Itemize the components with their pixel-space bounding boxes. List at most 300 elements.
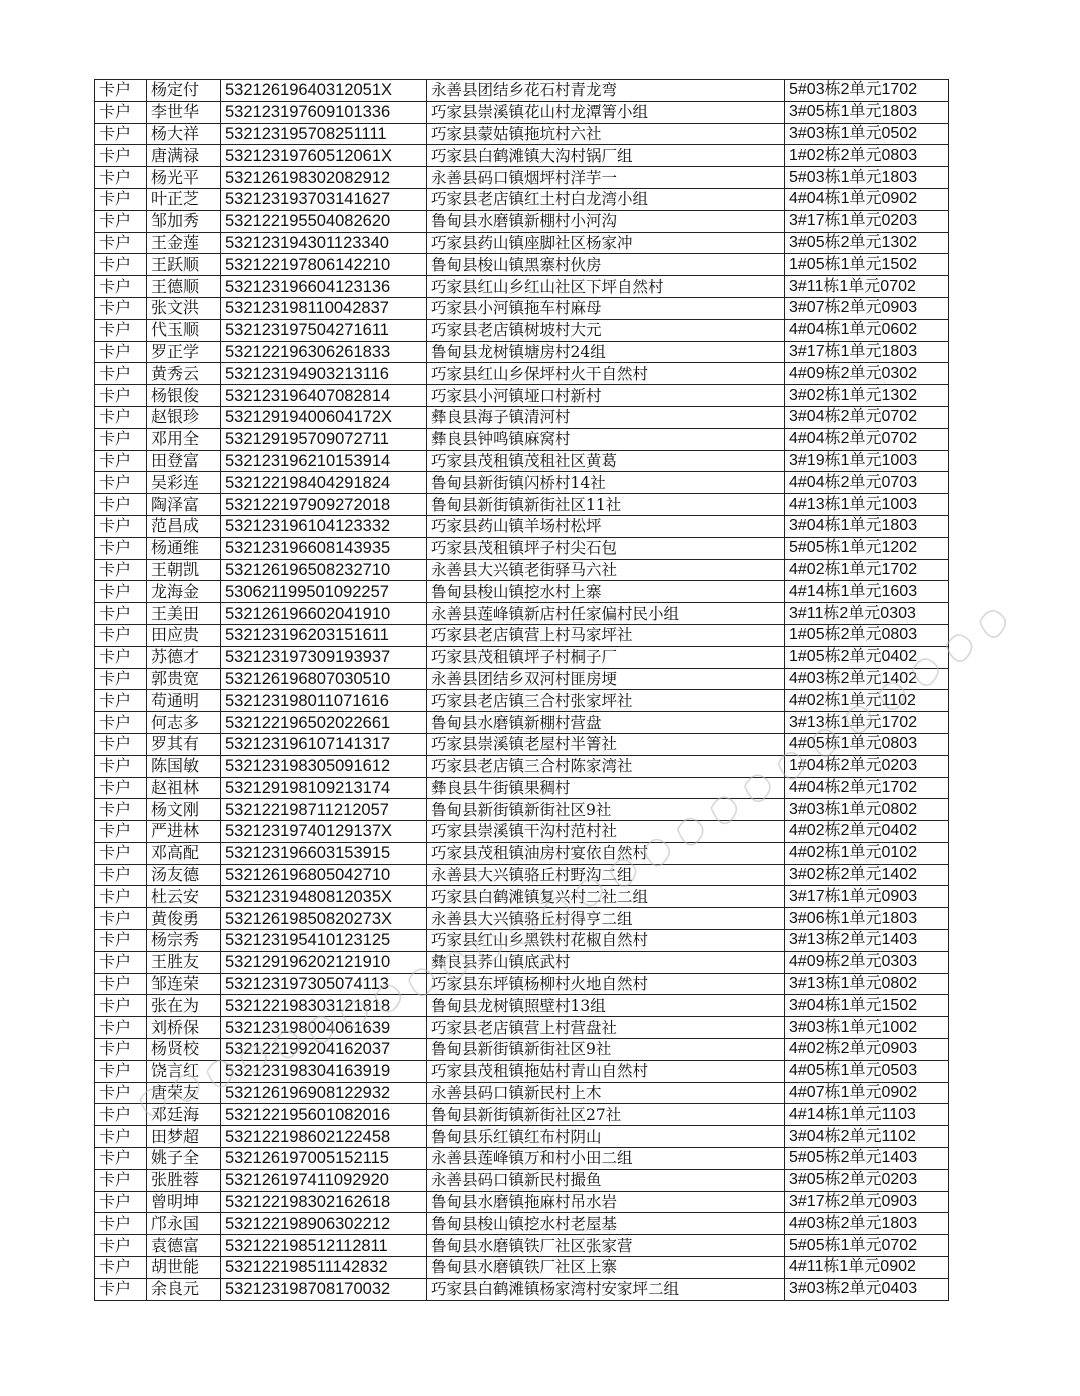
household-type-cell: 卡户 [95,646,147,668]
name-cell: 邹加秀 [147,210,221,232]
room-assignment-cell: 3#02栋1单元1302 [785,385,949,407]
table-row [95,406,949,428]
id-number-cell: 532123194301123340 [221,232,427,254]
household-type-cell: 卡户 [95,951,147,973]
name-cell: 苏德才 [147,646,221,668]
room-assignment-cell: 3#05栋1单元1803 [785,101,949,123]
table-row [95,385,949,407]
id-number-cell: 532122198711212057 [221,799,427,821]
room-assignment-cell: 3#04栋1单元1803 [785,515,949,537]
name-cell: 杨银俊 [147,385,221,407]
household-type-cell: 卡户 [95,428,147,450]
address-cell: 永善县码口镇新民村上木 [427,1082,785,1104]
id-number-cell: 532126198302082912 [221,167,427,189]
id-number-cell: 532129195709072711 [221,428,427,450]
household-table-body [95,80,949,1301]
household-type-cell: 卡户 [95,1148,147,1170]
name-cell: 姚子全 [147,1148,221,1170]
name-cell: 赵银珍 [147,406,221,428]
name-cell: 黄俊勇 [147,908,221,930]
table-row [95,973,949,995]
household-type-cell: 卡户 [95,755,147,777]
id-number-cell: 532122197806142210 [221,254,427,276]
household-type-cell: 卡户 [95,842,147,864]
name-cell: 陶泽富 [147,494,221,516]
household-type-cell: 卡户 [95,668,147,690]
id-number-cell: 532122195504082620 [221,210,427,232]
id-number-cell: 532122198512112811 [221,1235,427,1257]
name-cell: 杨通维 [147,537,221,559]
room-assignment-cell: 3#03栋1单元0802 [785,799,949,821]
watermark-stroke [980,611,1005,637]
id-number-cell: 532123196203151611 [221,624,427,646]
household-type-cell: 卡户 [95,930,147,952]
id-number-cell: 530621199501092257 [221,581,427,603]
address-cell: 巧家县红山乡红山社区下坪自然村 [427,276,785,298]
address-cell: 巧家县茂租镇坪子村桐子厂 [427,646,785,668]
id-number-cell: 532123198708170032 [221,1278,427,1300]
address-cell: 巧家县白鹤滩镇复兴村二社二组 [427,886,785,908]
table-row [95,799,949,821]
room-assignment-cell: 3#06栋1单元1803 [785,908,949,930]
name-cell: 王美田 [147,603,221,625]
room-assignment-cell: 4#13栋1单元1003 [785,494,949,516]
table-row [95,537,949,559]
id-number-cell: 532126196908122932 [221,1082,427,1104]
table-row [95,908,949,930]
table-row [95,1213,949,1235]
address-cell: 永善县莲峰镇新店村任家偏村民小组 [427,603,785,625]
table-row [95,777,949,799]
table-row [95,232,949,254]
household-type-cell: 卡户 [95,406,147,428]
table-row [95,1017,949,1039]
table-row [95,624,949,646]
address-cell: 巧家县茂租镇坪子村尖石包 [427,537,785,559]
room-assignment-cell: 4#04栋1单元0602 [785,319,949,341]
room-assignment-cell: 3#03栋1单元1002 [785,1017,949,1039]
room-assignment-cell: 3#02栋2单元1402 [785,864,949,886]
room-assignment-cell: 3#17栋1单元1803 [785,341,949,363]
address-cell: 鲁甸县梭山镇挖水村上寨 [427,581,785,603]
household-type-cell: 卡户 [95,690,147,712]
room-assignment-cell: 4#04栋2单元1702 [785,777,949,799]
id-number-cell: 532126196807030510 [221,668,427,690]
id-number-cell: 532123198011071616 [221,690,427,712]
table-row [95,167,949,189]
household-type-cell: 卡户 [95,1039,147,1061]
id-number-cell: 532129198109213174 [221,777,427,799]
id-number-cell: 532126196508232710 [221,559,427,581]
id-number-cell: 532123198304163919 [221,1060,427,1082]
name-cell: 张胜蓉 [147,1169,221,1191]
id-number-cell: 532123195410123125 [221,930,427,952]
address-cell: 永善县大兴镇骆丘村得亨二组 [427,908,785,930]
id-number-cell: 53212319480812035X [221,886,427,908]
address-cell: 巧家县老店镇树坡村大元 [427,319,785,341]
room-assignment-cell: 3#03栋2单元0403 [785,1278,949,1300]
name-cell: 严进林 [147,821,221,843]
address-cell: 永善县莲峰镇万和村小田二组 [427,1148,785,1170]
household-type-cell: 卡户 [95,1257,147,1279]
household-type-cell: 卡户 [95,1213,147,1235]
household-type-cell: 卡户 [95,1060,147,1082]
address-cell: 巧家县红山乡保坪村火干自然村 [427,363,785,385]
table-row [95,188,949,210]
table-row [95,1082,949,1104]
household-type-cell: 卡户 [95,319,147,341]
address-cell: 巧家县崇溪镇老屋村半箐社 [427,733,785,755]
name-cell: 杨定付 [147,80,221,102]
household-type-cell: 卡户 [95,1278,147,1300]
table-row [95,712,949,734]
name-cell: 张在为 [147,995,221,1017]
household-type-cell: 卡户 [95,363,147,385]
household-type-cell: 卡户 [95,1017,147,1039]
address-cell: 鲁甸县水磨镇拖麻村吊水岩 [427,1191,785,1213]
name-cell: 王金莲 [147,232,221,254]
id-number-cell: 532122197909272018 [221,494,427,516]
household-type-cell: 卡户 [95,1082,147,1104]
id-number-cell: 532122198302162618 [221,1191,427,1213]
name-cell: 王朝凯 [147,559,221,581]
household-type-cell: 卡户 [95,450,147,472]
name-cell: 苟通明 [147,690,221,712]
household-type-cell: 卡户 [95,559,147,581]
table-row [95,1104,949,1126]
address-cell: 鲁甸县水磨镇新棚村小河沟 [427,210,785,232]
household-type-cell: 卡户 [95,188,147,210]
household-type-cell: 卡户 [95,733,147,755]
room-assignment-cell: 1#02栋2单元0803 [785,145,949,167]
name-cell: 龙海金 [147,581,221,603]
address-cell: 鲁甸县新街镇新街社区9社 [427,1039,785,1061]
name-cell: 杨宗秀 [147,930,221,952]
room-assignment-cell: 3#11栋1单元0702 [785,276,949,298]
household-type-cell: 卡户 [95,123,147,145]
id-number-cell: 53212919400604172X [221,406,427,428]
address-cell: 彝良县海子镇清河村 [427,406,785,428]
name-cell: 刘桥保 [147,1017,221,1039]
name-cell: 代玉顺 [147,319,221,341]
table-row [95,864,949,886]
id-number-cell: 532123198110042837 [221,297,427,319]
room-assignment-cell: 3#04栋2单元0702 [785,406,949,428]
room-assignment-cell: 3#19栋1单元1003 [785,450,949,472]
address-cell: 巧家县白鹤滩镇大沟村锅厂组 [427,145,785,167]
address-cell: 鲁甸县新街镇闪桥村14社 [427,472,785,494]
household-type-cell: 卡户 [95,494,147,516]
room-assignment-cell: 3#05栋2单元0203 [785,1169,949,1191]
room-assignment-cell: 3#11栋2单元0303 [785,603,949,625]
address-cell: 巧家县药山镇座脚社区杨家冲 [427,232,785,254]
table-row [95,210,949,232]
room-assignment-cell: 4#02栋2单元0402 [785,821,949,843]
table-row [95,123,949,145]
room-assignment-cell: 1#05栋2单元0803 [785,624,949,646]
room-assignment-cell: 3#17栋1单元0203 [785,210,949,232]
room-assignment-cell: 4#02栋1单元0102 [785,842,949,864]
table-row [95,1126,949,1148]
table-row [95,254,949,276]
id-number-cell: 532123195708251111 [221,123,427,145]
id-number-cell: 532122198303121818 [221,995,427,1017]
id-number-cell: 532122196502022661 [221,712,427,734]
household-table [94,79,949,1301]
name-cell: 曾明坤 [147,1191,221,1213]
table-row [95,428,949,450]
address-cell: 巧家县小河镇拖车村麻母 [427,297,785,319]
name-cell: 赵祖林 [147,777,221,799]
household-type-cell: 卡户 [95,1235,147,1257]
room-assignment-cell: 5#05栋2单元1403 [785,1148,949,1170]
room-assignment-cell: 5#05栋1单元1202 [785,537,949,559]
table-row [95,101,949,123]
household-type-cell: 卡户 [95,341,147,363]
room-assignment-cell: 4#11栋1单元0902 [785,1257,949,1279]
id-number-cell: 532123198004061639 [221,1017,427,1039]
household-type-cell: 卡户 [95,254,147,276]
room-assignment-cell: 3#13栋1单元1702 [785,712,949,734]
name-cell: 田应贵 [147,624,221,646]
address-cell: 永善县团结乡花石村青龙弯 [427,80,785,102]
table-row [95,1257,949,1279]
address-cell: 鲁甸县水磨镇新棚村营盘 [427,712,785,734]
id-number-cell: 532126197005152115 [221,1148,427,1170]
address-cell: 彝良县荞山镇底武村 [427,951,785,973]
household-type-cell: 卡户 [95,886,147,908]
id-number-cell: 53212619850820273X [221,908,427,930]
name-cell: 王跃顺 [147,254,221,276]
room-assignment-cell: 4#03栋2单元1803 [785,1213,949,1235]
household-type-cell: 卡户 [95,1191,147,1213]
name-cell: 杜云安 [147,886,221,908]
id-number-cell: 532123196603153915 [221,842,427,864]
address-cell: 巧家县老店镇三合村陈家湾社 [427,755,785,777]
room-assignment-cell: 4#03栋2单元1402 [785,668,949,690]
name-cell: 邓用全 [147,428,221,450]
household-type-cell: 卡户 [95,276,147,298]
table-row [95,581,949,603]
name-cell: 王胜友 [147,951,221,973]
name-cell: 田梦超 [147,1126,221,1148]
table-row [95,1235,949,1257]
id-number-cell: 532123197309193937 [221,646,427,668]
address-cell: 鲁甸县新街镇新街社区11社 [427,494,785,516]
id-number-cell: 532122198906302212 [221,1213,427,1235]
id-number-cell: 532122198511142832 [221,1257,427,1279]
address-cell: 巧家县崇溪镇花山村龙潭箐小组 [427,101,785,123]
address-cell: 巧家县药山镇羊场村松坪 [427,515,785,537]
data-sheet [94,79,949,1301]
address-cell: 巧家县茂租镇茂租社区黄葛 [427,450,785,472]
room-assignment-cell: 1#05栋2单元0402 [785,646,949,668]
name-cell: 唐荣友 [147,1082,221,1104]
id-number-cell: 532129196202121910 [221,951,427,973]
id-number-cell: 532123193703141627 [221,188,427,210]
room-assignment-cell: 4#02栋2单元0903 [785,1039,949,1061]
room-assignment-cell: 3#03栋1单元0502 [785,123,949,145]
address-cell: 永善县大兴镇老街驿马六社 [427,559,785,581]
name-cell: 郭贵宽 [147,668,221,690]
household-type-cell: 卡户 [95,385,147,407]
table-row [95,494,949,516]
table-row [95,1191,949,1213]
address-cell: 巧家县老店镇营上村营盘社 [427,1017,785,1039]
room-assignment-cell: 4#09栋2单元0303 [785,951,949,973]
table-row [95,603,949,625]
address-cell: 巧家县老店镇营上村马家坪社 [427,624,785,646]
id-number-cell: 532123196210153914 [221,450,427,472]
room-assignment-cell: 4#05栋1单元0803 [785,733,949,755]
room-assignment-cell: 4#02栋1单元1702 [785,559,949,581]
name-cell: 范昌成 [147,515,221,537]
name-cell: 张文洪 [147,297,221,319]
address-cell: 巧家县茂租镇拖姑村青山自然村 [427,1060,785,1082]
address-cell: 鲁甸县龙树镇照壁村13组 [427,995,785,1017]
table-row [95,80,949,102]
id-number-cell: 532123196608143935 [221,537,427,559]
household-type-cell: 卡户 [95,515,147,537]
table-row [95,276,949,298]
table-row [95,842,949,864]
address-cell: 永善县团结乡双河村匪房埂 [427,668,785,690]
address-cell: 彝良县钟鸣镇麻窝村 [427,428,785,450]
household-type-cell: 卡户 [95,232,147,254]
name-cell: 袁德富 [147,1235,221,1257]
name-cell: 罗其有 [147,733,221,755]
table-row [95,930,949,952]
household-type-cell: 卡户 [95,821,147,843]
household-type-cell: 卡户 [95,145,147,167]
id-number-cell: 532123196604123136 [221,276,427,298]
room-assignment-cell: 3#17栋1单元0903 [785,886,949,908]
address-cell: 巧家县小河镇垭口村新村 [427,385,785,407]
room-assignment-cell: 1#04栋2单元0203 [785,755,949,777]
table-row [95,450,949,472]
address-cell: 彝良县牛街镇果稠村 [427,777,785,799]
table-row [95,515,949,537]
table-row [95,319,949,341]
id-number-cell: 532123194903213116 [221,363,427,385]
name-cell: 汤友德 [147,864,221,886]
room-assignment-cell: 4#04栋2单元0703 [785,472,949,494]
address-cell: 巧家县白鹤滩镇杨家湾村安家坪二组 [427,1278,785,1300]
room-assignment-cell: 5#05栋1单元0702 [785,1235,949,1257]
address-cell: 巧家县茂租镇油房村宴依自然村 [427,842,785,864]
id-number-cell: 53212319760512061X [221,145,427,167]
id-number-cell: 532123196104123332 [221,515,427,537]
household-type-cell: 卡户 [95,167,147,189]
address-cell: 巧家县红山乡黑铁村花椒自然村 [427,930,785,952]
name-cell: 邓高配 [147,842,221,864]
household-type-cell: 卡户 [95,603,147,625]
address-cell: 鲁甸县新街镇新街社区27社 [427,1104,785,1126]
id-number-cell: 532123196407082814 [221,385,427,407]
household-type-cell: 卡户 [95,101,147,123]
table-row [95,297,949,319]
name-cell: 李世华 [147,101,221,123]
name-cell: 黄秀云 [147,363,221,385]
id-number-cell: 532122198404291824 [221,472,427,494]
table-row [95,1039,949,1061]
name-cell: 邝永国 [147,1213,221,1235]
household-type-cell: 卡户 [95,973,147,995]
id-number-cell: 532126197411092920 [221,1169,427,1191]
name-cell: 杨贤校 [147,1039,221,1061]
name-cell: 杨文刚 [147,799,221,821]
table-row [95,668,949,690]
id-number-cell: 532126196602041910 [221,603,427,625]
table-row [95,1060,949,1082]
household-type-cell: 卡户 [95,908,147,930]
id-number-cell: 53212319740129137X [221,821,427,843]
room-assignment-cell: 3#17栋2单元0903 [785,1191,949,1213]
room-assignment-cell: 4#02栋1单元1102 [785,690,949,712]
room-assignment-cell: 3#04栋2单元1102 [785,1126,949,1148]
table-row [95,363,949,385]
address-cell: 鲁甸县梭山镇黑寨村伙房 [427,254,785,276]
id-number-cell: 532123196107141317 [221,733,427,755]
address-cell: 鲁甸县乐红镇红布村阴山 [427,1126,785,1148]
address-cell: 巧家县老店镇红土村白龙湾小组 [427,188,785,210]
household-type-cell: 卡户 [95,210,147,232]
room-assignment-cell: 1#05栋1单元1502 [785,254,949,276]
room-assignment-cell: 4#04栋2单元0702 [785,428,949,450]
name-cell: 余良元 [147,1278,221,1300]
table-row [95,1169,949,1191]
table-row [95,559,949,581]
room-assignment-cell: 4#05栋1单元0503 [785,1060,949,1082]
id-number-cell: 532126196805042710 [221,864,427,886]
address-cell: 鲁甸县新街镇新街社区9社 [427,799,785,821]
name-cell: 吴彩连 [147,472,221,494]
table-row [95,145,949,167]
name-cell: 田登富 [147,450,221,472]
address-cell: 鲁甸县水磨镇铁厂社区张家营 [427,1235,785,1257]
address-cell: 巧家县老店镇三合村张家坪社 [427,690,785,712]
household-type-cell: 卡户 [95,472,147,494]
name-cell: 叶正芝 [147,188,221,210]
id-number-cell: 532123197305074113 [221,973,427,995]
id-number-cell: 532122195601082016 [221,1104,427,1126]
name-cell: 胡世能 [147,1257,221,1279]
household-type-cell: 卡户 [95,777,147,799]
household-type-cell: 卡户 [95,864,147,886]
room-assignment-cell: 4#07栋1单元0902 [785,1082,949,1104]
id-number-cell: 53212619640312051X [221,80,427,102]
address-cell: 鲁甸县梭山镇挖水村老屋基 [427,1213,785,1235]
name-cell: 杨光平 [147,167,221,189]
room-assignment-cell: 3#13栋1单元0802 [785,973,949,995]
id-number-cell: 532122196306261833 [221,341,427,363]
id-number-cell: 532123197609101336 [221,101,427,123]
table-row [95,951,949,973]
address-cell: 永善县码口镇新民村撮鱼 [427,1169,785,1191]
name-cell: 陈国敏 [147,755,221,777]
room-assignment-cell: 3#04栋1单元1502 [785,995,949,1017]
household-type-cell: 卡户 [95,712,147,734]
room-assignment-cell: 5#03栋1单元1803 [785,167,949,189]
name-cell: 罗正学 [147,341,221,363]
household-type-cell: 卡户 [95,537,147,559]
table-row [95,646,949,668]
id-number-cell: 532122198602122458 [221,1126,427,1148]
household-type-cell: 卡户 [95,1169,147,1191]
address-cell: 巧家县东坪镇杨柳村火地自然村 [427,973,785,995]
household-type-cell: 卡户 [95,80,147,102]
name-cell: 唐满禄 [147,145,221,167]
